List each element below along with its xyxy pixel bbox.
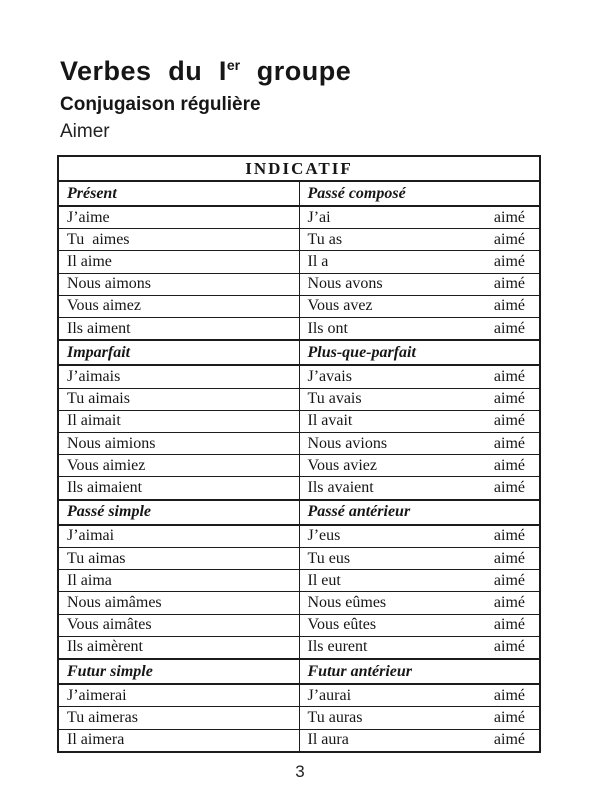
- auxiliary-text: Tu auras: [307, 709, 363, 726]
- tense-title-right: Futur antérieur: [299, 659, 540, 684]
- past-participle-text: aimé: [493, 549, 525, 567]
- simple-form-cell: Vous aimiez: [58, 455, 299, 477]
- compound-form-cell: [299, 318, 540, 341]
- simple-form-cell: Vous aimez: [58, 295, 299, 317]
- compound-form-cell: [299, 433, 540, 455]
- conjugation-row: [58, 273, 540, 295]
- tense-title-right: Plus-que-parfait: [299, 340, 540, 365]
- conjugation-row: [58, 365, 540, 388]
- compound-form-cell: [299, 614, 540, 636]
- simple-form-cell: Tu aimes: [58, 229, 299, 251]
- simple-form-cell: Il aima: [58, 570, 299, 592]
- compound-form-cell: [299, 455, 540, 477]
- past-participle-text: aimé: [493, 368, 525, 386]
- auxiliary-text: J’aurai: [307, 686, 352, 704]
- conjugation-row: [58, 636, 540, 659]
- tense-header-row: [58, 340, 540, 365]
- simple-form-cell: Il aime: [58, 251, 299, 273]
- compound-form-cell: [299, 410, 540, 432]
- conjugation-row: [58, 548, 540, 570]
- past-participle-text: aimé: [493, 638, 525, 656]
- past-participle-text: aimé: [493, 456, 525, 474]
- past-participle-text: aimé: [493, 412, 525, 430]
- tense-title-left: Présent: [58, 181, 299, 206]
- simple-form-cell: J’aimais: [58, 365, 299, 388]
- past-participle-text: aimé: [493, 731, 525, 749]
- simple-form-cell: Nous aimons: [58, 273, 299, 295]
- compound-form-cell: [299, 548, 540, 570]
- simple-form-cell: Tu aimas: [58, 548, 299, 570]
- auxiliary-text: Ils avaient: [307, 479, 374, 497]
- compound-form-cell: [299, 729, 540, 752]
- simple-form-cell: Ils aimèrent: [58, 636, 299, 659]
- auxiliary-text: J’ai: [307, 208, 331, 226]
- tense-title-right: Passé antérieur: [299, 500, 540, 525]
- auxiliary-text: Il eut: [307, 571, 341, 589]
- compound-form-cell: [299, 295, 540, 317]
- auxiliary-text: J’eus: [307, 527, 341, 545]
- page-title-ordinal-suffix: er: [226, 57, 241, 73]
- tense-header-row: [58, 181, 540, 206]
- auxiliary-text: Vous avez: [307, 297, 373, 315]
- compound-form-cell: [299, 477, 540, 500]
- compound-form-cell: [299, 592, 540, 614]
- conjugation-table-head: [58, 156, 540, 181]
- compound-form-cell: [299, 684, 540, 707]
- auxiliary-text: Vous aviez: [307, 456, 377, 474]
- past-participle-text: aimé: [493, 275, 525, 293]
- past-participle-text: aimé: [493, 230, 525, 248]
- conjugation-row: [58, 433, 540, 455]
- conjugation-row: [58, 614, 540, 636]
- conjugation-row: [58, 455, 540, 477]
- conjugation-row: [58, 251, 540, 273]
- simple-form-cell: Tu aimeras: [58, 707, 299, 729]
- conjugation-row: [58, 477, 540, 500]
- simple-form-cell: Vous aimâtes: [58, 614, 299, 636]
- auxiliary-text: Tu avais: [307, 390, 362, 408]
- conjugation-table: [57, 155, 541, 753]
- auxiliary-text: Il aura: [307, 731, 349, 749]
- simple-form-cell: Il aimait: [58, 410, 299, 432]
- past-participle-text: aimé: [493, 319, 525, 337]
- auxiliary-text: J’avais: [307, 368, 352, 386]
- simple-form-cell: Il aimera: [58, 729, 299, 752]
- auxiliary-text: Nous eûmes: [307, 594, 387, 612]
- compound-form-cell: [299, 206, 540, 229]
- past-participle-text: aimé: [493, 527, 525, 545]
- page-title-rest: groupe: [240, 56, 352, 86]
- compound-form-cell: [299, 570, 540, 592]
- conjugation-row: [58, 388, 540, 410]
- conjugation-row: [58, 729, 540, 752]
- compound-form-cell: [299, 636, 540, 659]
- conjugation-row: [58, 684, 540, 707]
- tense-title-left: Futur simple: [58, 659, 299, 684]
- conjugation-row: [58, 318, 540, 341]
- past-participle-text: aimé: [493, 616, 525, 634]
- tense-header-row: [58, 500, 540, 525]
- conjugation-table-body: [58, 181, 540, 752]
- compound-form-cell: [299, 273, 540, 295]
- auxiliary-text: Tu as: [307, 230, 343, 248]
- tense-title-left: Passé simple: [58, 500, 299, 525]
- past-participle-text: aimé: [493, 709, 525, 726]
- auxiliary-text: Nous avions: [307, 434, 388, 452]
- auxiliary-text: Vous eûtes: [307, 616, 377, 634]
- auxiliary-text: Ils eurent: [307, 638, 368, 656]
- past-participle-text: aimé: [493, 297, 525, 315]
- compound-form-cell: [299, 365, 540, 388]
- past-participle-text: aimé: [493, 479, 525, 497]
- verb-name: Aimer: [60, 121, 110, 142]
- page-title-main: Verbes du I: [60, 56, 227, 86]
- past-participle-text: aimé: [493, 686, 525, 704]
- compound-form-cell: [299, 251, 540, 273]
- conjugation-row: [58, 570, 540, 592]
- conjugation-row: [58, 592, 540, 614]
- compound-form-cell: [299, 707, 540, 729]
- tense-title-left: Imparfait: [58, 340, 299, 365]
- page-subtitle: Conjugaison régulière: [60, 94, 261, 115]
- conjugation-row: [58, 295, 540, 317]
- past-participle-text: aimé: [493, 434, 525, 452]
- auxiliary-text: Il avait: [307, 412, 353, 430]
- simple-form-cell: Nous aimâmes: [58, 592, 299, 614]
- simple-form-cell: Nous aimions: [58, 433, 299, 455]
- simple-form-cell: J’aimerai: [58, 684, 299, 707]
- past-participle-text: aimé: [493, 571, 525, 589]
- past-participle-text: aimé: [493, 390, 525, 408]
- compound-form-cell: [299, 525, 540, 548]
- auxiliary-text: Ils ont: [307, 319, 348, 337]
- past-participle-text: aimé: [493, 594, 525, 612]
- tense-header-row: [58, 659, 540, 684]
- conjugation-row: [58, 707, 540, 729]
- conjugation-row: [58, 206, 540, 229]
- past-participle-text: aimé: [493, 208, 525, 226]
- simple-form-cell: Ils aiment: [58, 318, 299, 341]
- simple-form-cell: Tu aimais: [58, 388, 299, 410]
- simple-form-cell: Ils aimaient: [58, 477, 299, 500]
- page-title: [60, 56, 351, 87]
- auxiliary-text: Tu eus: [307, 549, 351, 567]
- auxiliary-text: Nous avons: [307, 275, 383, 293]
- tense-title-right: Passé composé: [299, 181, 540, 206]
- conjugation-row: [58, 525, 540, 548]
- page-number: 3: [295, 762, 305, 781]
- auxiliary-text: Il a: [307, 253, 329, 271]
- simple-form-cell: J’aimai: [58, 525, 299, 548]
- conjugation-row: [58, 410, 540, 432]
- past-participle-text: aimé: [493, 253, 525, 271]
- simple-form-cell: J’aime: [58, 206, 299, 229]
- compound-form-cell: [299, 388, 540, 410]
- compound-form-cell: [299, 229, 540, 251]
- conjugation-row: [58, 229, 540, 251]
- mood-header: INDICATIF: [58, 156, 540, 181]
- mood-header-row: [58, 156, 540, 181]
